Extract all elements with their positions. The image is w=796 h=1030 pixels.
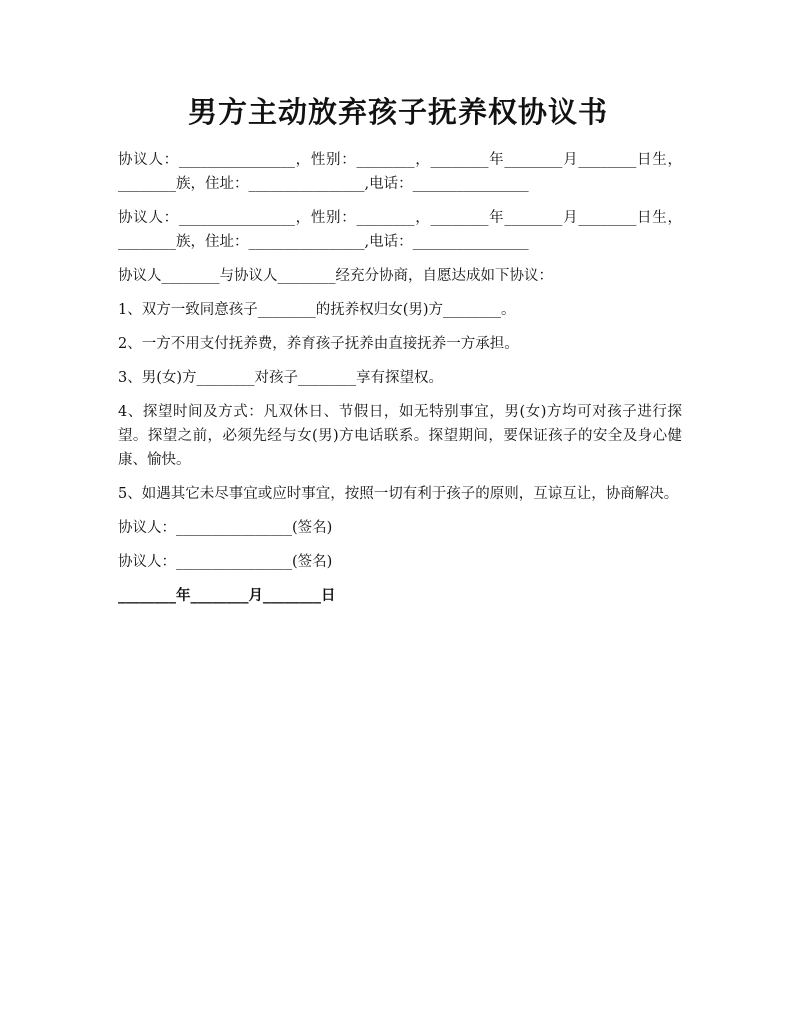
document-body xyxy=(118,148,682,618)
date-line: ________年________月________日 xyxy=(118,588,336,604)
signature-line-2: 协议人：________________(签名) xyxy=(118,554,333,570)
clause-5: 5、如遇其它未尽事宜或应时事宜，按照一切有利于孩子的原则，互谅互让，协商解决。 xyxy=(118,486,679,502)
party-2-info: 协议人：________________，性别：________，________年________月________日生，________族，住址：________________,电话：________________ xyxy=(118,210,682,250)
clause-2: 2、一方不用支付抚养费，养育孩子抚养由直接抚养一方承担。 xyxy=(118,336,519,352)
clause-4: 4、探望时间及方式：凡双休日、节假日，如无特别事宜，男(女)方均可对孩子进行探望。探望之前，必须先经与女(男)方电话联系。探望期间，要保证孩子的安全及身心健康、愉快。 xyxy=(118,404,682,468)
clause-1: 1、双方一致同意孩子________的抚养权归女(男)方________。 xyxy=(118,302,516,318)
document-title: 男方主动放弃孩子抚养权协议书 xyxy=(187,95,608,129)
agreement-intro: 协议人________与协议人________经充分协商，自愿达成如下协议： xyxy=(118,268,553,284)
signature-line-1: 协议人：________________(签名) xyxy=(118,520,333,536)
clause-3: 3、男(女)方________对孩子________享有探望权。 xyxy=(118,370,444,386)
party-1-info: 协议人：________________，性别：________，________年________月________日生，________族，住址：________________,电话：________________ xyxy=(118,152,682,192)
